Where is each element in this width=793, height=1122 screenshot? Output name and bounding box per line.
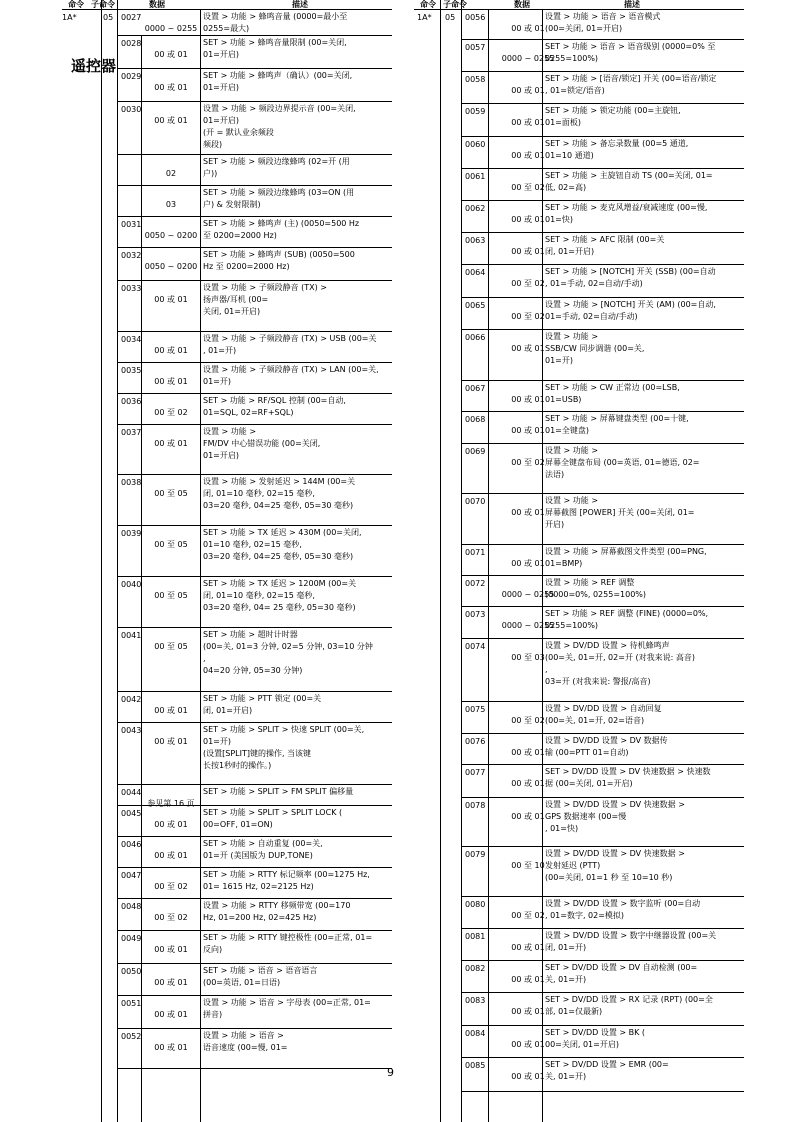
row-code: 0070 xyxy=(465,497,486,506)
table-row xyxy=(117,475,392,526)
row-code: 0051 xyxy=(121,999,142,1008)
row-data: 00 或 01 xyxy=(511,559,545,568)
table-row xyxy=(117,1029,392,1069)
row-data: 00 或 01 xyxy=(154,706,188,715)
row-code: 0046 xyxy=(121,840,142,849)
table-row xyxy=(461,444,744,494)
row-data: 00 或 01 xyxy=(511,975,545,984)
row-code: 0085 xyxy=(465,1061,486,1070)
row-data: 00 或 01 xyxy=(154,1010,188,1019)
section-title: 遥控器 xyxy=(71,57,117,75)
row-code: 0074 xyxy=(465,642,486,651)
row-code: 0062 xyxy=(465,204,486,213)
row-data: 00 或 01 xyxy=(154,346,188,355)
left-cmd: 1A* xyxy=(62,13,77,22)
row-data: 00 或 01 xyxy=(511,118,545,127)
row-code: 0033 xyxy=(121,284,142,293)
row-description: 设置 > 功能 > 语音 > 语音模式 (00=关闭, 01=开启) xyxy=(545,12,661,33)
row-data: 00 或 01 xyxy=(511,151,545,160)
row-code: 0040 xyxy=(121,580,142,589)
row-description: SET > DV/DD 设置 > BK ( 00=关闭, 01=开启) xyxy=(545,1028,646,1049)
table-row xyxy=(117,36,392,69)
table-row xyxy=(117,526,392,577)
table-row xyxy=(117,577,392,628)
row-data: 00 至 03 xyxy=(511,653,545,662)
table-row xyxy=(461,137,744,169)
row-description: SET > 功能 > SPLIT > FM SPLIT 偏移量 xyxy=(203,787,354,796)
row-description: 设置 > 功能 > [NOTCH] 开关 (AM) (00=自动, 01=手动, 02=自动/手动) xyxy=(545,300,716,321)
row-description: SET > 功能 > 频段边缘蜂鸣 (03=ON (用 户) & 发射限制) xyxy=(203,188,355,209)
table-row xyxy=(117,155,392,186)
header-cmd: 命令 xyxy=(68,0,84,9)
table-row xyxy=(461,1058,744,1092)
table-row xyxy=(117,363,392,394)
table-row xyxy=(117,248,392,281)
row-code: 0057 xyxy=(465,43,486,52)
right-header xyxy=(414,0,744,10)
row-code: 0072 xyxy=(465,579,486,588)
row-data: 00 至 02 xyxy=(511,911,545,920)
table-row xyxy=(117,692,392,723)
row-code: 0084 xyxy=(465,1029,486,1038)
row-code: 0050 xyxy=(121,967,142,976)
table-row xyxy=(461,381,744,412)
row-description: SET > 功能 > AFC 限制 (00=关 闭, 01=开启) xyxy=(545,235,665,256)
row-description: 设置 > DV/DD 设置 > DV 快速数据 > 发射延迟 (PTT) (00=关闭, 01=1 秒 至 10=10 秒) xyxy=(545,849,685,882)
row-data: 0050 ~ 0200 xyxy=(144,262,198,271)
row-code: 0056 xyxy=(465,13,486,22)
row-data: 00 或 01 xyxy=(511,943,545,952)
row-code: 0071 xyxy=(465,548,486,557)
table-row xyxy=(117,868,392,899)
row-data: 00 或 01 xyxy=(154,295,188,304)
row-description: SET > DV/DD 设置 > DV 自动检测 (00= 关, 01=开) xyxy=(545,963,698,984)
row-description: 设置 > 功能 > 屏幕截图 [POWER] 开关 (00=关闭, 01= 开启) xyxy=(545,496,695,529)
row-description: SET > 功能 > 备忘录数量 (00=5 通道, 01=10 通道) xyxy=(545,139,689,160)
row-description: SET > 功能 > 超时计时器 (00=关, 01=3 分钟, 02=5 分钟, 03=10 分钟 , 04=20 分钟, 05=30 分钟) xyxy=(203,630,373,675)
row-code: 0064 xyxy=(465,268,486,277)
row-code: 0035 xyxy=(121,366,142,375)
row-data: 00 或 01 xyxy=(511,748,545,757)
row-data: 00 至 02 xyxy=(511,312,545,321)
table-row xyxy=(461,104,744,137)
row-description: 设置 > 功能 > 语音 > 语音速度 (00=慢, 01= xyxy=(203,1031,288,1052)
row-code: 0067 xyxy=(465,384,486,393)
row-data: 00 或 01 xyxy=(154,50,188,59)
row-description: SET > 功能 > 蜂鸣音量限制 (00=关闭, 01=开启) xyxy=(203,38,347,59)
row-code: 0068 xyxy=(465,415,486,424)
row-description: 设置 > 功能 > 子频段静音 (TX) > USB (00=关 , 01=开) xyxy=(203,334,377,355)
table-row xyxy=(461,72,744,104)
table-row xyxy=(461,494,744,545)
row-code: 0063 xyxy=(465,236,486,245)
row-data: 00 至 10 xyxy=(511,861,545,870)
row-description: SET > 功能 > PTT 锁定 (00=关 闭, 01=开启) xyxy=(203,694,322,715)
row-code: 0037 xyxy=(121,428,142,437)
row-data: 00 至 02 xyxy=(511,458,545,467)
right-table xyxy=(461,10,744,1092)
left-sub: 05 xyxy=(103,13,114,22)
row-description: 设置 > DV/DD 设置 > 待机蜂鸣声 (00=关, 01=开, 02=开 (对我来说: 高音) , 03=开 (对我来说: 警报/高音) xyxy=(545,641,695,686)
table-row xyxy=(461,798,744,847)
row-data: 00 或 01 xyxy=(154,851,188,860)
row-data: 00 或 01 xyxy=(511,344,545,353)
row-data: 00 至 02 xyxy=(154,408,188,417)
table-row xyxy=(461,169,744,201)
row-code: 0075 xyxy=(465,705,486,714)
table-row xyxy=(117,102,392,155)
table-row xyxy=(461,265,744,298)
row-data: 00 或 01 xyxy=(154,439,188,448)
row-code: 0079 xyxy=(465,850,486,859)
row-description: SET > 功能 > [语音/锁定] 开关 (00=语音/锁定 , 01=锁定/语音) xyxy=(545,74,717,95)
row-code: 0077 xyxy=(465,768,486,777)
table-row xyxy=(461,765,744,798)
row-data: 00 或 01 xyxy=(511,812,545,821)
row-data: 00 至 02 xyxy=(511,279,545,288)
right-sub: 05 xyxy=(445,13,456,22)
table-row xyxy=(461,702,744,734)
row-description: SET > 功能 > TX 延迟 > 430M (00=关闭, 01=10 毫秒, 02=15 毫秒, 03=20 毫秒, 04=25 毫秒, 05=30 毫秒) xyxy=(203,528,362,561)
row-description: 设置 > 功能 > 屏幕截图文件类型 (00=PNG, 01=BMP) xyxy=(545,547,707,568)
header-sub: 子命令 xyxy=(443,0,467,9)
row-description: SET > 功能 > 蜂鸣声（确认）(00=关闭, 01=开启) xyxy=(203,71,353,92)
left-table xyxy=(117,10,392,1069)
row-data: 00 或 01 xyxy=(154,116,188,125)
row-code: 0036 xyxy=(121,397,142,406)
row-data: 参见第 16 页 xyxy=(147,799,195,808)
row-description: SET > 功能 > SPLIT > SPLIT LOCK ( 00=OFF, 01=ON) xyxy=(203,808,343,829)
row-description: 设置 > 功能 > 频段边界提示音 (00=关闭, 01=开启) (开 = 默认业余频段 频段) xyxy=(203,104,356,149)
row-data: 00 至 02 xyxy=(154,882,188,891)
row-description: SET > 功能 > 频段边缘蜂鸣 (02=开 (用 户)) xyxy=(203,157,350,178)
table-row xyxy=(461,412,744,444)
row-code: 0081 xyxy=(465,932,486,941)
table-row xyxy=(117,964,392,996)
row-code: 0028 xyxy=(121,39,142,48)
row-code: 0080 xyxy=(465,900,486,909)
row-description: SET > 功能 > REF 调整 (FINE) (0000=0%, 0255=100%) xyxy=(545,609,709,630)
row-description: 设置 > 功能 > RTTY 移频带宽 (00=170 Hz, 01=200 Hz, 02=425 Hz) xyxy=(203,901,351,922)
row-code: 0043 xyxy=(121,726,142,735)
row-data: 00 至 05 xyxy=(154,489,188,498)
row-code: 0065 xyxy=(465,301,486,310)
row-code: 0059 xyxy=(465,107,486,116)
row-description: SET > 功能 > TX 延迟 > 1200M (00=关 闭, 01=10 毫秒, 02=15 毫秒, 03=20 毫秒, 04= 25 毫秒, 05=30 毫秒) xyxy=(203,579,357,612)
row-code: 0073 xyxy=(465,610,486,619)
table-row xyxy=(461,1026,744,1058)
row-data: 0000 ~ 0255 xyxy=(501,590,555,599)
row-description: SET > DV/DD 设置 > RX 记录 (RPT) (00=全 部, 01=仅最新) xyxy=(545,995,713,1016)
row-data: 00 或 01 xyxy=(154,820,188,829)
row-data: 00 或 01 xyxy=(154,1043,188,1052)
row-data: 00 至 02 xyxy=(154,913,188,922)
table-row xyxy=(461,897,744,929)
row-data: 00 或 01 xyxy=(511,508,545,517)
row-description: 设置 > DV/DD 设置 > 数字监听 (00=自动 , 01=数字, 02=模拟) xyxy=(545,899,701,920)
row-code: 0032 xyxy=(121,251,142,260)
row-data: 00 或 01 xyxy=(511,1040,545,1049)
row-data: 02 xyxy=(165,169,177,178)
row-data: 0000 ~ 0255 xyxy=(501,621,555,630)
row-code: 0069 xyxy=(465,447,486,456)
row-description: SET > 功能 > 蜂鸣声 (主) (0050=500 Hz 至 0200=2000 Hz) xyxy=(203,219,360,240)
row-code: 0058 xyxy=(465,75,486,84)
right-cmd: 1A* xyxy=(417,13,432,22)
table-row xyxy=(117,425,392,475)
row-description: 设置 > 功能 > SSB/CW 同步调谐 (00=关, 01=开) xyxy=(545,332,645,365)
row-data: 00 至 02 xyxy=(511,183,545,192)
row-code: 0030 xyxy=(121,105,142,114)
row-data: 00 至 02 xyxy=(511,716,545,725)
row-code: 0045 xyxy=(121,809,142,818)
row-description: 设置 > 功能 > REF 调整 (0000=0%, 0255=100%) xyxy=(545,578,647,599)
row-description: SET > 功能 > 语音 > 语音语言 (00=英语, 01=日语) xyxy=(203,966,318,987)
row-data: 00 或 01 xyxy=(154,737,188,746)
table-row xyxy=(117,806,392,837)
table-row xyxy=(461,993,744,1026)
row-description: SET > 功能 > RTTY 键控极性 (00=正常, 01= 反向) xyxy=(203,933,373,954)
row-data: 03 xyxy=(165,200,177,209)
row-code: 0038 xyxy=(121,478,142,487)
table-row xyxy=(461,298,744,330)
row-description: 设置 > DV/DD 设置 > DV 数据传 输 (00=PTT 01=自动) xyxy=(545,736,668,757)
table-row xyxy=(117,931,392,964)
row-description: SET > 功能 > [NOTCH] 开关 (SSB) (00=自动 , 01=手动, 02=自动/手动) xyxy=(545,267,716,288)
row-description: 设置 > 功能 > 蜂鸣音量 (0000=最小至 0255=最大) xyxy=(203,12,348,33)
table-row xyxy=(461,10,744,40)
row-code: 0041 xyxy=(121,631,142,640)
table-row xyxy=(461,545,744,576)
row-description: 设置 > DV/DD 设置 > DV 快速数据 > GPS 数据速率 (00=慢 , 01=快) xyxy=(545,800,685,833)
row-code: 0029 xyxy=(121,72,142,81)
row-data: 00 至 05 xyxy=(154,642,188,651)
row-description: SET > DV/DD 设置 > DV 快速数据 > 快速数 据 (00=关闭, 01=开启) xyxy=(545,767,711,788)
row-description: SET > 功能 > CW 正常边 (00=LSB, 01=USB) xyxy=(545,383,680,404)
row-description: SET > 功能 > RF/SQL 控制 (00=自动, 01=SQL, 02=RF+SQL) xyxy=(203,396,346,417)
row-data: 00 至 05 xyxy=(154,591,188,600)
row-description: 设置 > DV/DD 设置 > 数字中继器设置 (00=关 闭, 01=开) xyxy=(545,931,717,952)
table-row xyxy=(117,996,392,1029)
row-code: 0078 xyxy=(465,801,486,810)
row-code: 0034 xyxy=(121,335,142,344)
row-description: SET > 功能 > SPLIT > 快速 SPLIT (00=关, 01=开) (设置[SPLIT]键的操作, 当该键 长按1秒时的操作。) xyxy=(203,725,365,770)
row-code: 0083 xyxy=(465,996,486,1005)
table-row xyxy=(461,40,744,72)
row-code: 0042 xyxy=(121,695,142,704)
row-code: 0061 xyxy=(465,172,486,181)
row-code: 0052 xyxy=(121,1032,142,1041)
left-header xyxy=(62,0,392,10)
table-row xyxy=(461,201,744,233)
table-row xyxy=(117,837,392,868)
table-row xyxy=(117,723,392,785)
row-code: 0060 xyxy=(465,140,486,149)
table-row xyxy=(117,217,392,248)
table-row xyxy=(117,186,392,217)
table-row xyxy=(117,332,392,363)
page-number: 9 xyxy=(387,1066,394,1079)
row-data: 00 或 01 xyxy=(154,978,188,987)
row-description: SET > 功能 > RTTY 标记频率 (00=1275 Hz, 01= 1615 Hz, 02=2125 Hz) xyxy=(203,870,370,891)
row-data: 00 或 01 xyxy=(511,1072,545,1081)
table-row xyxy=(461,639,744,702)
header-data: 数据 xyxy=(514,0,530,9)
table-row xyxy=(117,69,392,102)
header-desc: 描述 xyxy=(624,0,640,9)
row-description: 设置 > 功能 > 语音 > 字母表 (00=正常, 01= 拼音) xyxy=(203,998,371,1019)
row-code: 0027 xyxy=(121,13,142,22)
row-description: SET > 功能 > 自动重复 (00=关, 01=开 (美国版为 DUP,TONE) xyxy=(203,839,323,860)
table-row xyxy=(461,576,744,607)
row-description: SET > 功能 > 蜂鸣声 (SUB) (0050=500 Hz 至 0200=2000 Hz) xyxy=(203,250,355,271)
header-cmd: 命令 xyxy=(420,0,436,9)
row-code: 0048 xyxy=(121,902,142,911)
row-code: 0076 xyxy=(465,737,486,746)
table-row xyxy=(117,281,392,332)
row-data: 00 或 01 xyxy=(511,24,545,33)
row-description: SET > 功能 > 主旋钮自动 TS (00=关闭, 01= 低, 02=高) xyxy=(545,171,713,192)
row-code: 0066 xyxy=(465,333,486,342)
table-row xyxy=(461,961,744,993)
row-description: SET > 功能 > 麦克风增益/衰减速度 (00=慢, 01=快) xyxy=(545,203,708,224)
table-row xyxy=(461,734,744,765)
row-code: 0044 xyxy=(121,788,142,797)
row-data: 00 或 01 xyxy=(511,215,545,224)
row-description: 设置 > DV/DD 设置 > 自动回复 (00=关, 01=开, 02=语音) xyxy=(545,704,662,725)
row-description: 设置 > 功能 > 屏幕全键盘布局 (00=英语, 01=德语, 02= 法语) xyxy=(545,446,700,479)
row-data: 0000 ~ 0255 xyxy=(501,54,555,63)
row-data: 00 或 01 xyxy=(511,779,545,788)
table-row xyxy=(117,628,392,692)
row-data: 0000 ~ 0255 xyxy=(144,24,198,33)
row-data: 00 或 01 xyxy=(511,1007,545,1016)
row-description: 设置 > 功能 > 子频段静音 (TX) > LAN (00=关, 01=开) xyxy=(203,365,379,386)
header-sub: 子命令 xyxy=(91,0,115,9)
row-description: 设置 > 功能 > FM/DV 中心错误功能 (00=关闭, 01=开启) xyxy=(203,427,321,460)
table-row xyxy=(117,899,392,931)
header-desc: 描述 xyxy=(292,0,308,9)
row-data: 00 或 01 xyxy=(511,395,545,404)
row-data: 00 或 01 xyxy=(511,426,545,435)
row-code: 0049 xyxy=(121,934,142,943)
row-code: 0031 xyxy=(121,220,142,229)
row-description: SET > 功能 > 语音 > 语音级别 (0000=0% 至 0255=100%) xyxy=(545,42,716,63)
row-data: 00 或 01 xyxy=(511,86,545,95)
header-data: 数据 xyxy=(149,0,165,9)
table-row xyxy=(461,330,744,381)
row-description: SET > DV/DD 设置 > EMR (00= 关, 01=开) xyxy=(545,1060,669,1081)
table-row xyxy=(461,233,744,265)
row-data: 00 至 05 xyxy=(154,540,188,549)
row-description: 设置 > 功能 > 子频段静音 (TX) > 扬声器/耳机 (00= 关闭, 01=开启) xyxy=(203,283,327,316)
table-row xyxy=(117,785,392,806)
row-data: 00 或 01 xyxy=(154,83,188,92)
row-code: 0047 xyxy=(121,871,142,880)
row-data: 00 或 01 xyxy=(154,377,188,386)
table-row xyxy=(117,10,392,36)
row-code: 0082 xyxy=(465,964,486,973)
row-data: 00 或 01 xyxy=(511,247,545,256)
table-row xyxy=(461,607,744,639)
row-data: 0050 ~ 0200 xyxy=(144,231,198,240)
table-row xyxy=(117,394,392,425)
row-description: SET > 功能 > 锁定功能 (00=主旋钮, 01=面板) xyxy=(545,106,681,127)
table-row xyxy=(461,847,744,897)
row-description: SET > 功能 > 屏幕键盘类型 (00=十键, 01=全键盘) xyxy=(545,414,689,435)
row-code: 0039 xyxy=(121,529,142,538)
row-description: 设置 > 功能 > 发射延迟 > 144M (00=关 闭, 01=10 毫秒, 02=15 毫秒, 03=20 毫秒, 04=25 毫秒, 05=30 毫秒) xyxy=(203,477,356,510)
row-data: 00 或 01 xyxy=(154,945,188,954)
table-row xyxy=(461,929,744,961)
